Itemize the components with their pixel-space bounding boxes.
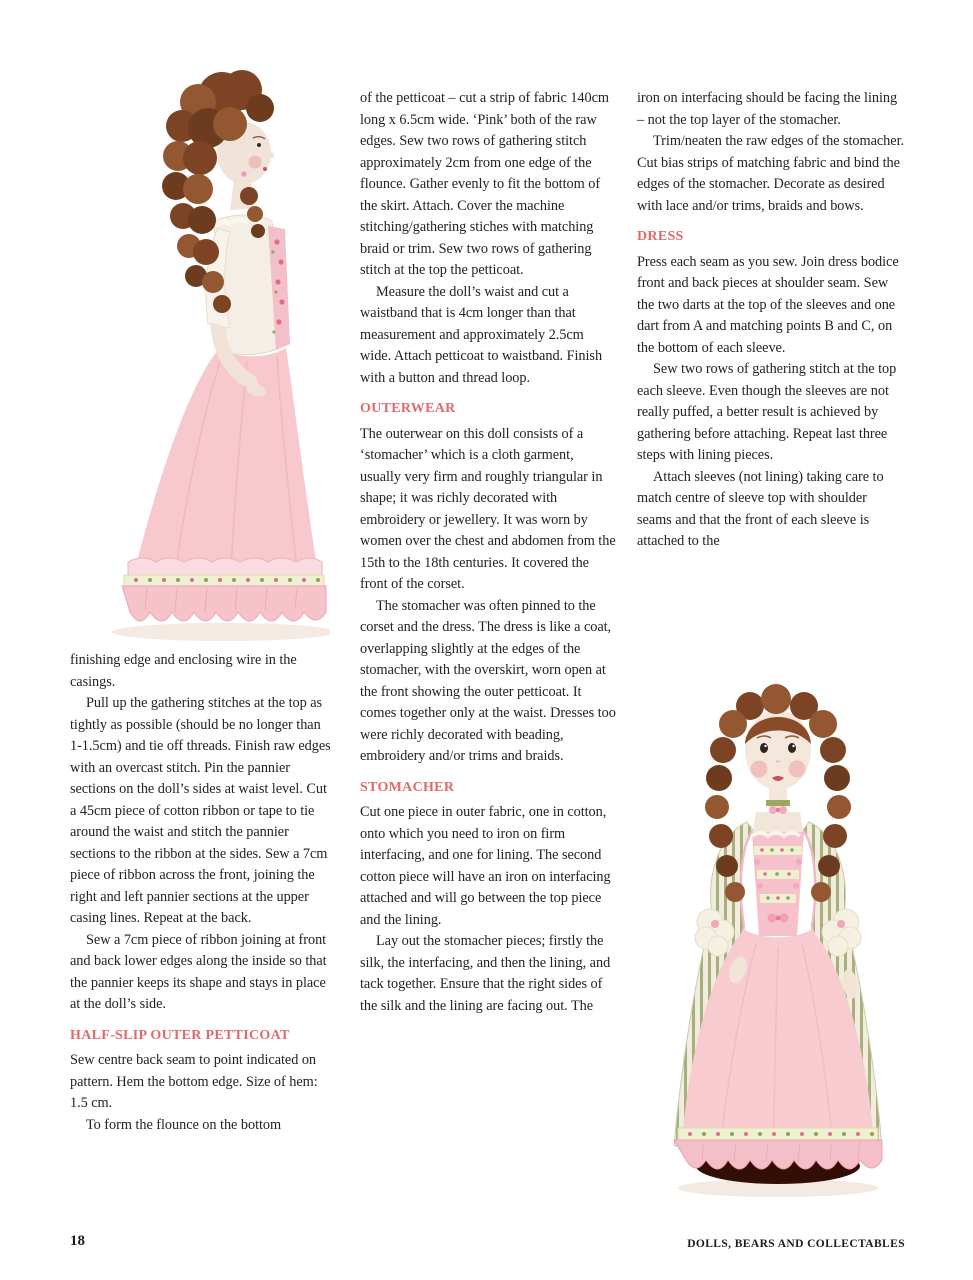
stomacher	[752, 812, 804, 936]
paragraph: Sew a 7cm piece of ribbon joining at front and back lower edges along the inside so that the pannier keeps its shape and stays in place at the doll’s side.	[70, 931, 327, 1012]
section-heading-outerwear: OUTERWEAR	[360, 401, 456, 416]
doll-front-view-illustration	[626, 674, 928, 1204]
paragraph: Attach sleeves (not lining) taking care to match centre of sleeve top with shoulder seams and that the front of each sleeve is attached to the	[637, 468, 884, 549]
eye	[257, 143, 261, 147]
eye-left	[760, 743, 768, 753]
paragraph: iron on interfacing should be facing the lining – not the top layer of the stomacher.	[637, 90, 898, 128]
section-heading-half-slip-outer-petticoat: HALF-SLIP OUTER PETTICOAT	[70, 1027, 290, 1043]
doll-side-view-illustration	[72, 56, 330, 646]
earring	[241, 171, 246, 176]
right-column	[637, 88, 905, 553]
doll-side-view-photo	[72, 56, 330, 646]
lips	[263, 167, 267, 171]
skirt-flounce	[122, 558, 326, 621]
cheek-blush-left	[751, 761, 768, 778]
photo-shadow	[112, 623, 330, 641]
paragraph: Trim/neaten the raw edges of the stomacher. Cut bias strips of matching fabric and bind the edges of the stomacher. Decorate as desired with lace and/or trims, braids and bows.	[637, 133, 905, 214]
section-heading-stomacher: STOMACHER	[360, 779, 455, 795]
left-column	[70, 650, 333, 1136]
paragraph: finishing edge and enclosing wire in the casings.	[70, 652, 297, 690]
cheek-blush-right	[789, 761, 806, 778]
middle-column	[360, 88, 616, 1017]
paragraph: To form the flounce on the bottom	[86, 1116, 282, 1133]
paragraph: Sew centre back seam to point indicated on pattern. Hem the bottom edge. Size of hem: 1.5 cm.	[70, 1052, 318, 1111]
doll-neck-face	[745, 710, 811, 818]
magazine-title: DOLLS, BEARS AND COLLECTABLES	[687, 1238, 905, 1250]
paragraph: Pull up the gathering stitches at the top as tightly as possible (should be no longer than 1-1.5cm) and tie off threads. Finish raw edges with an overcast stitch. Pin the pannier sections on the doll’s sides at waist level. Cut a 45cm piece of cotton ribbon or tape to tie around the waist and stitch the pannier sections to the ribbon at the sides. Sew a 7cm piece of ribbon across the front, joining the right and left pannier sections at the upper casing lines. Repeat at the back.	[70, 695, 331, 926]
paragraph: Lay out the stomacher pieces; firstly the silk, the interfacing, and then the lining, and tack together. Ensure that the right sides of the silk and the lining are facing out. The	[360, 933, 611, 1014]
paragraph: Measure the doll’s waist and cut a waistband that is 4cm longer than that measurement and approximately 2.5cm wide. Attach petticoat to waistband. Finish with a button and thread loop.	[360, 283, 603, 386]
paragraph: Sew two rows of gathering stitch at the top each sleeve. Even though the sleeves are not really puffed, a better result is achieved by gathering before attaching. Repeat last three steps with lining pieces.	[637, 361, 897, 463]
paragraph: Cut one piece in outer fabric, one in cotton, onto which you need to iron on firm interfacing, and one for lining. The second cotton piece will have an iron on interfacing attached and will go between the top piece and the lining.	[360, 804, 611, 928]
page-number: 18	[70, 1233, 85, 1249]
section-heading-dress: DRESS	[637, 229, 684, 244]
cheek-blush	[249, 156, 262, 169]
paragraph: The stomacher was often pinned to the corset and the dress. The dress is like a coat, overlapping slightly at the edges of the stomacher, with the overskirt, worn open at the front showing the outer petticoat. It comes together only at the waist. Dresses too were richly decorated with beading, embroidery and/or trims and braids.	[360, 597, 616, 764]
paragraph: The outerwear on this doll consists of a ‘stomacher’ which is a cloth garment, usually very firm and roughly triangular in shape; it was richly decorated with embroidery or jewellery. It was worn by women over the chest and abdomen from the 15th to the 18th centuries. It covered the front of the corset.	[360, 425, 616, 592]
doll-front-view-photo	[626, 674, 928, 1204]
paragraph: Press each seam as you sew. Join dress bodice front and back pieces at shoulder seam. Sew the two darts at the top of the sleeves and one dart from A and matching points B and C, on the bottom of each sleeve.	[637, 253, 899, 356]
paragraph: of the petticoat – cut a strip of fabric 140cm long x 6.5cm wide. ‘Pink’ both of the raw edges. Sew two rows of gathering stitch approximately 2cm from one edge of the flounce. Gather evenly to fit the bottom of the skirt. Attach. Cover the machine stitching/gathering stiches with matching braid or trim. Sew two rows of gathering stitch at the top the petticoat.	[360, 90, 609, 278]
eye-right	[788, 743, 796, 753]
